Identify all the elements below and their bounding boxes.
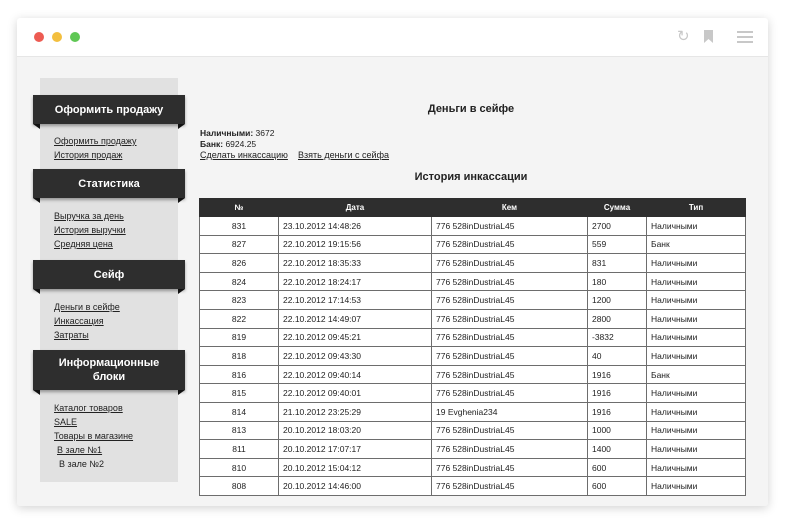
column-header-by[interactable]: Кем	[432, 199, 588, 217]
cell-by: 776 528inDustriaL45	[432, 328, 588, 347]
cell-number: 814	[200, 402, 279, 421]
sidebar-item-hall-2: В зале №2	[59, 459, 105, 469]
sidebar-item-make-sale[interactable]: Оформить продажу	[54, 136, 137, 146]
cash-balance	[200, 128, 274, 138]
table-header-row	[200, 199, 746, 217]
cell-type: Наличными	[647, 402, 746, 421]
cash-label: Наличными:	[200, 128, 254, 138]
cell-amount: 1916	[588, 365, 647, 384]
table-row	[200, 309, 746, 328]
cell-date: 22.10.2012 19:15:56	[279, 235, 432, 254]
sidebar-item-hall-1[interactable]: В зале №1	[57, 445, 103, 455]
cell-by: 776 528inDustriaL45	[432, 440, 588, 459]
sidebar-header-label: Сейф	[93, 268, 125, 281]
cell-number: 816	[200, 365, 279, 384]
cell-date: 22.10.2012 09:40:14	[279, 365, 432, 384]
table-row	[200, 217, 746, 236]
cell-amount: 2700	[588, 217, 647, 236]
column-header-date[interactable]: Дата	[279, 199, 432, 217]
cell-type: Наличными	[647, 217, 746, 236]
cell-number: 831	[200, 217, 279, 236]
cell-by: 19 Evghenia234	[432, 402, 588, 421]
table-row	[200, 347, 746, 366]
cell-by: 776 528inDustriaL45	[432, 365, 588, 384]
cell-date: 23.10.2012 14:48:26	[279, 217, 432, 236]
cell-number: 818	[200, 347, 279, 366]
cell-by: 776 528inDustriaL45	[432, 421, 588, 440]
sidebar-item-collection[interactable]: Инкассация	[54, 316, 104, 326]
cell-amount: -3832	[588, 328, 647, 347]
close-window-dot[interactable]	[34, 32, 44, 42]
table-row	[200, 235, 746, 254]
cell-date: 22.10.2012 18:35:33	[279, 254, 432, 273]
table-row	[200, 328, 746, 347]
cell-by: 776 528inDustriaL45	[432, 291, 588, 310]
cell-by: 776 528inDustriaL45	[432, 217, 588, 236]
cell-amount: 1000	[588, 421, 647, 440]
cell-by: 776 528inDustriaL45	[432, 347, 588, 366]
take-money-link[interactable]: Взять деньги с сейфа	[298, 150, 389, 160]
table-row	[200, 402, 746, 421]
table-row	[200, 254, 746, 273]
cell-number: 826	[200, 254, 279, 273]
cell-type: Наличными	[647, 272, 746, 291]
collection-history-table	[199, 198, 746, 496]
sidebar-header-statistics	[33, 169, 185, 198]
table-row	[200, 477, 746, 496]
column-header-number[interactable]: №	[200, 199, 279, 217]
cell-number: 811	[200, 440, 279, 459]
cell-type: Наличными	[647, 291, 746, 310]
table-row	[200, 291, 746, 310]
cell-number: 815	[200, 384, 279, 403]
sidebar-header-label: Информационные	[58, 357, 160, 369]
cell-by: 776 528inDustriaL45	[432, 309, 588, 328]
sidebar-item-catalog[interactable]: Каталог товаров	[54, 403, 123, 413]
history-title: История инкассации	[414, 171, 528, 183]
cell-amount: 1400	[588, 440, 647, 459]
cell-amount: 600	[588, 458, 647, 477]
table-body	[200, 217, 746, 496]
cell-amount: 40	[588, 347, 647, 366]
sidebar-item-daily-revenue[interactable]: Выручка за день	[54, 211, 124, 221]
table-row	[200, 421, 746, 440]
cell-date: 21.10.2012 23:25:29	[279, 402, 432, 421]
cell-date: 20.10.2012 17:07:17	[279, 440, 432, 459]
cell-date: 22.10.2012 09:45:21	[279, 328, 432, 347]
sidebar-item-money-in-safe[interactable]: Деньги в сейфе	[54, 302, 120, 312]
sidebar-item-average-price[interactable]: Средняя цена	[54, 239, 113, 249]
cell-date: 22.10.2012 09:43:30	[279, 347, 432, 366]
menu-icon[interactable]	[737, 31, 753, 43]
cell-by: 776 528inDustriaL45	[432, 254, 588, 273]
browser-titlebar	[17, 18, 768, 57]
cell-number: 823	[200, 291, 279, 310]
bank-balance	[200, 139, 256, 149]
table-row	[200, 365, 746, 384]
sidebar-item-expenses[interactable]: Затраты	[54, 330, 89, 340]
cell-number: 822	[200, 309, 279, 328]
sidebar-header-info-blocks	[33, 350, 185, 390]
cell-number: 824	[200, 272, 279, 291]
cell-amount: 831	[588, 254, 647, 273]
cell-date: 22.10.2012 18:24:17	[279, 272, 432, 291]
cell-date: 20.10.2012 18:03:20	[279, 421, 432, 440]
sidebar-header-label: блоки	[92, 371, 126, 383]
browser-window	[17, 18, 768, 506]
column-header-amount[interactable]: Сумма	[588, 199, 647, 217]
cell-by: 776 528inDustriaL45	[432, 235, 588, 254]
sidebar-header-label: Оформить продажу	[54, 103, 164, 116]
sidebar-item-sale[interactable]: SALE	[54, 417, 78, 427]
cell-number: 810	[200, 458, 279, 477]
column-header-type[interactable]: Тип	[647, 199, 746, 217]
cell-date: 20.10.2012 14:46:00	[279, 477, 432, 496]
cell-amount: 1916	[588, 384, 647, 403]
sidebar-item-revenue-history[interactable]: История выручки	[54, 225, 126, 235]
table-row	[200, 458, 746, 477]
sidebar-item-store-goods[interactable]: Товары в магазине	[54, 431, 134, 441]
reload-icon[interactable]: ↻	[677, 28, 690, 45]
cell-amount: 1200	[588, 291, 647, 310]
cell-amount: 2800	[588, 309, 647, 328]
cell-amount: 180	[588, 272, 647, 291]
cell-type: Банк	[647, 365, 746, 384]
cell-type: Наличными	[647, 328, 746, 347]
cell-by: 776 528inDustriaL45	[432, 458, 588, 477]
cell-type: Банк	[647, 235, 746, 254]
cell-amount: 1916	[588, 402, 647, 421]
sidebar-item-sales-history[interactable]: История продаж	[54, 150, 123, 160]
cell-by: 776 528inDustriaL45	[432, 272, 588, 291]
bookmark-icon[interactable]	[704, 30, 713, 43]
maximize-window-dot[interactable]	[70, 32, 80, 42]
cell-by: 776 528inDustriaL45	[432, 477, 588, 496]
cell-type: Наличными	[647, 477, 746, 496]
cell-type: Наличными	[647, 384, 746, 403]
cell-by: 776 528inDustriaL45	[432, 384, 588, 403]
cell-date: 20.10.2012 15:04:12	[279, 458, 432, 477]
table-row	[200, 440, 746, 459]
minimize-window-dot[interactable]	[52, 32, 62, 42]
cell-number: 827	[200, 235, 279, 254]
sidebar-header-label: Статистика	[78, 177, 140, 190]
cell-type: Наличными	[647, 309, 746, 328]
cell-number: 819	[200, 328, 279, 347]
table-row	[200, 272, 746, 291]
cell-type: Наличными	[647, 421, 746, 440]
cell-date: 22.10.2012 17:14:53	[279, 291, 432, 310]
cell-amount: 559	[588, 235, 647, 254]
bank-value: 6924.25	[225, 139, 257, 149]
page-title: Деньги в сейфе	[427, 103, 515, 115]
cell-type: Наличными	[647, 458, 746, 477]
make-collection-link[interactable]: Сделать инкассацию	[200, 150, 288, 160]
cell-number: 808	[200, 477, 279, 496]
cash-value: 3672	[255, 128, 275, 138]
cell-amount: 600	[588, 477, 647, 496]
sidebar	[40, 78, 178, 482]
sidebar-header-safe	[33, 260, 185, 289]
cell-type: Наличными	[647, 440, 746, 459]
cell-date: 22.10.2012 14:49:07	[279, 309, 432, 328]
cell-type: Наличными	[647, 347, 746, 366]
cell-type: Наличными	[647, 254, 746, 273]
bank-label: Банк:	[200, 139, 224, 149]
page-content	[17, 57, 768, 506]
cell-number: 813	[200, 421, 279, 440]
table-row	[200, 384, 746, 403]
cell-date: 22.10.2012 09:40:01	[279, 384, 432, 403]
sidebar-header-sale	[33, 95, 185, 124]
